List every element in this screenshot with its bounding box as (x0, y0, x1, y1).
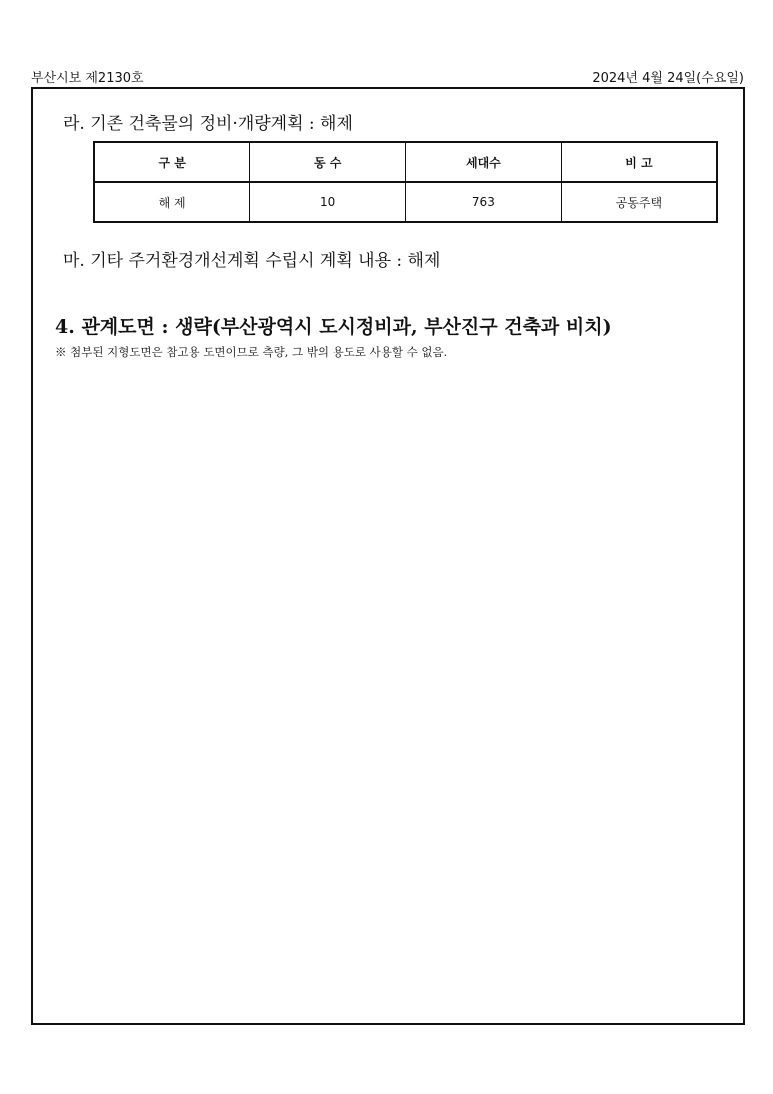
drawing-note: ※ 첨부된 지형도면은 참고용 도면이므로 측량, 그 밖의 용도로 사용할 수 없음. (55, 345, 448, 359)
section-4-heading: 4. 관계도면 : 생략(부산광역시 도시정비과, 부산진구 건축과 비치) (55, 316, 612, 338)
table-cell: 공동주택 (561, 182, 717, 222)
table-header-cell: 비 고 (561, 142, 717, 182)
table-header-cell: 동 수 (250, 142, 406, 182)
demolition-summary-table (93, 141, 718, 223)
table-cell: 해 제 (94, 182, 250, 222)
section-ra-heading: 라. 기존 건축물의 정비·개량계획 : 해제 (63, 114, 353, 134)
table-header-cell: 구 분 (94, 142, 250, 182)
table-header-cell: 세대수 (406, 142, 562, 182)
table-cell: 10 (250, 182, 406, 222)
publication-date: 2024년 4월 24일(수요일) (592, 71, 744, 86)
table-header-row (94, 142, 717, 182)
table-row (94, 182, 717, 222)
section-ma-heading: 마. 기타 주거환경개선계획 수립시 계획 내용 : 해제 (63, 251, 441, 271)
publication-number: 부산시보 제2130호 (31, 71, 144, 86)
gazette-header (31, 63, 744, 85)
document-frame (31, 87, 745, 1025)
table-cell: 763 (406, 182, 562, 222)
